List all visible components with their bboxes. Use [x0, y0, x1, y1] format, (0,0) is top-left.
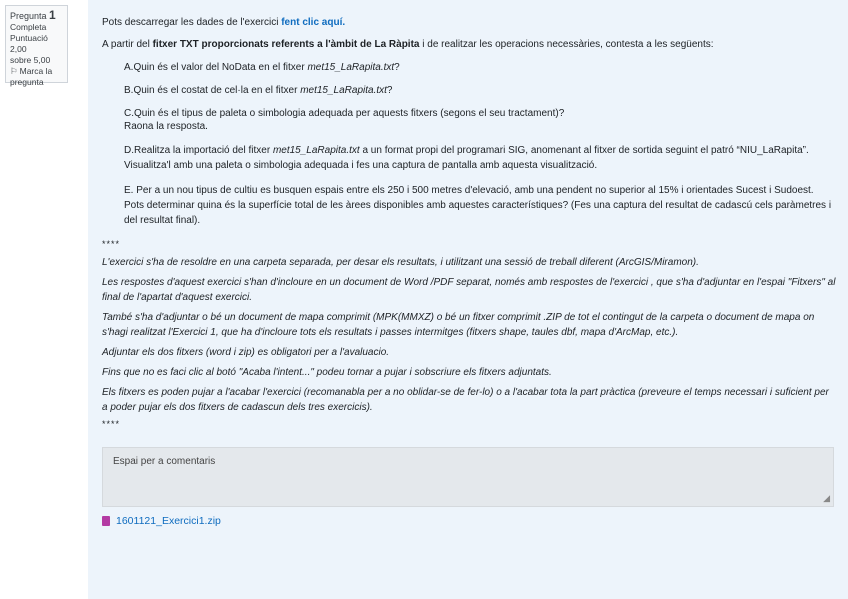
note-5: Fins que no es faci clic al botó "Acaba l'intent..." podeu tornar a pujar i sobscriure els fitxers adjuntats. — [102, 367, 552, 378]
lead-bold: fitxer TXT proporcionats referents a l'àmbit de La Ràpita — [152, 39, 420, 50]
flag-icon: ⚐ — [10, 66, 18, 76]
attachment-link[interactable]: 1601121_Exercici1.zip — [116, 515, 221, 527]
question-state: Completa — [10, 22, 47, 32]
note-4: Adjuntar els dos fitxers (word i zip) es obligatori per a l'avaluacio. — [102, 347, 390, 358]
separator-stars: **** — [102, 239, 121, 249]
attachment-row — [102, 515, 836, 527]
comment-textarea[interactable] — [102, 447, 834, 507]
note-1: L'exercici s'ha de resoldre en una carpeta separada, per desar els resultats, i utilitzant una sessió de treball diferent (ArcGIS/Miramon). — [102, 257, 699, 268]
question-number — [10, 10, 63, 22]
item-d-prefix: D.Realitza la importació del fitxer — [124, 145, 273, 156]
question-content — [88, 0, 848, 599]
question-number-value: 1 — [49, 8, 56, 22]
download-line — [102, 16, 836, 29]
item-a-file: met15_LaRapita.txt — [307, 62, 395, 73]
note-2: Les respostes d'aquest exercici s'han d'incloure en un document de Word /PDF separat, només amb respostes de l'exercici , que s'ha d'adjuntar en l'espai "Fitxers" al final de l'apartat d'aquest exercici. — [102, 277, 836, 303]
flag-question-link[interactable] — [10, 66, 63, 77]
item-d-file: met15_LaRapita.txt — [272, 145, 360, 156]
score-line-2: sobre 5,00 — [10, 55, 51, 65]
download-prefix: Pots descarregar les dades de l'exercici — [102, 17, 282, 28]
score-line-1: Puntuació 2,00 — [10, 33, 48, 54]
flag-label-2[interactable]: pregunta — [10, 77, 44, 87]
item-a-suffix: ? — [394, 62, 400, 73]
item-d-suffix: a un format propi del programari SIG, anomenant al fitxer de sortida seguint el patró “NIU_LaRapita”. Visualitza'l amb una paleta o simbologia adequada i fes una captura de pantalla amb aquesta visualització. — [124, 145, 809, 171]
question-item-d — [124, 143, 836, 173]
resize-handle-icon[interactable]: ◢ — [823, 493, 830, 503]
note-6: Els fitxers es poden pujar a l'acabar l'exercici (recomanabla per a no oblidar-se de fer-lo) o a l'acabar tota la part pràctica (preveure el temps necessari i suficient per a poder pujar els dos fitxers de cadascun dels tres exercicis). — [102, 387, 829, 413]
question-item-a — [124, 61, 836, 74]
item-a-prefix: A.Quin és el valor del NoData en el fitxer — [124, 62, 308, 73]
separator-stars-end: **** — [102, 419, 121, 429]
flag-label-1: Marca la — [19, 66, 53, 76]
item-b-file: met15_LaRapita.txt — [300, 85, 387, 96]
question-item-c — [124, 107, 836, 133]
item-b-prefix: B.Quin és el costat de cel·la en el fitxer — [124, 85, 301, 96]
lead-before: A partir del — [102, 39, 153, 50]
download-link[interactable]: fent clic aquí. — [281, 17, 346, 28]
lead-after: i de realitzar les operacions necessàries, contesta a les següents: — [419, 39, 714, 50]
comment-placeholder: Espai per a comentaris — [113, 456, 216, 467]
lead-paragraph — [102, 38, 836, 51]
question-item-b — [124, 84, 836, 97]
note-3: També s'ha d'adjuntar o bé un document de mapa comprimit (MPK(MMXZ) o bé un fitxer comprimit .ZIP de tot el contingut de la carpeta o document de mapa on s'hagi realitzat l'Exercici 1, que ha d'incloure tots els resultats i passes intermitges (fitxers shape, taules dbf, mapa d'ArcMap, etc.). — [102, 312, 815, 338]
question-item-e: E. Per a un nou tipus de cultiu es busquen espais entre els 250 i 500 metres d'elevació, amb una pendent no superior al 15% i orientades Sucest i Sudoest. Pots determinar quina és la superfície total de les àrees disponibles amb aquestes característiques? (Fes una captura del resultat de cadascú cels paràmetres i del resultat final). — [124, 185, 832, 226]
archive-file-icon — [102, 516, 110, 526]
item-c-line1: C.Quin és el tipus de paleta o simbologia adequada per aquests fitxers (segons el seu tractament)? — [124, 108, 565, 119]
question-label: Pregunta — [10, 11, 47, 21]
item-b-suffix: ? — [386, 85, 393, 96]
question-info-panel — [5, 5, 68, 87]
item-c-line2: Raona la resposta. — [124, 121, 208, 132]
